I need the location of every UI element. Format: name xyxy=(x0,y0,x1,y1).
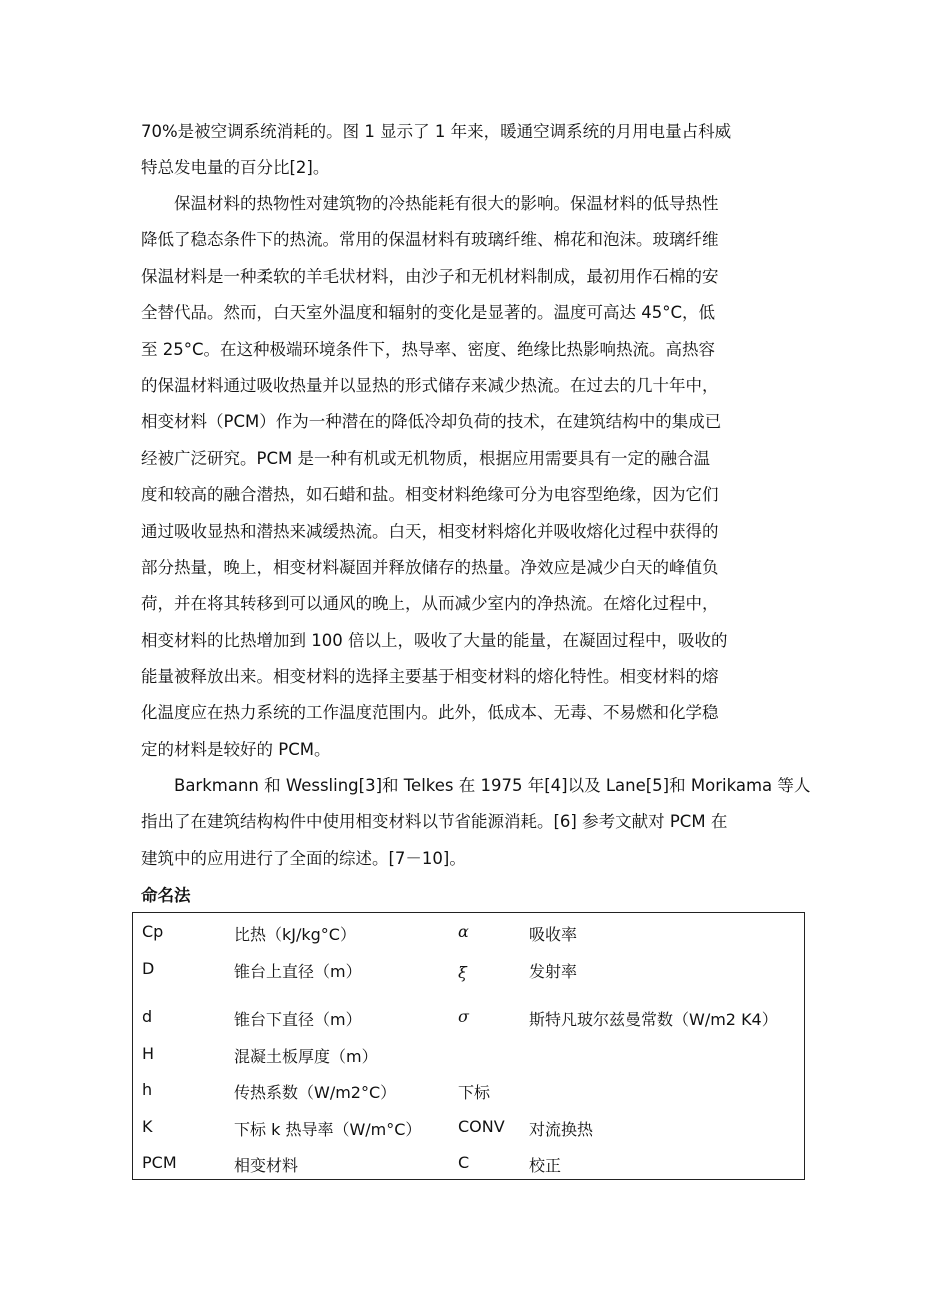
greek-description: 斯特凡玻尔兹曼常数（W/m2 K4） xyxy=(529,1010,778,1029)
subscript-description: 对流换热 xyxy=(529,1120,594,1139)
description: 锥台上直径（m） xyxy=(234,962,362,981)
text-line: 特总发电量的百分比[2]。 xyxy=(141,158,330,178)
description: 相变材料 xyxy=(234,1156,299,1175)
greek-description: 吸收率 xyxy=(529,925,578,944)
text-line: 的保温材料通过吸收热量并以显热的形式储存来减少热流。在过去的几十年中， xyxy=(141,375,719,395)
symbol: K xyxy=(142,1117,153,1136)
symbol: d xyxy=(142,1007,153,1026)
greek-symbol: ξ xyxy=(458,963,467,982)
text-line: 化温度应在热力系统的工作温度范围内。此外，低成本、无毒、不易燃和化学稳 xyxy=(141,703,719,723)
description: 传热系数（W/m2°C） xyxy=(234,1083,397,1102)
text-line: 保温材料的热物性对建筑物的冷热能耗有很大的影响。保温材料的低导热性 xyxy=(141,194,719,213)
greek-symbol: α xyxy=(458,922,469,941)
text-line: 能量被释放出来。相变材料的选择主要基于相变材料的熔化特性。相变材料的熔 xyxy=(141,667,719,687)
subscript-description: 校正 xyxy=(529,1156,562,1175)
text-line: 荷，并在将其转移到可以通风的晚上，从而减少室内的净热流。在熔化过程中， xyxy=(141,594,719,614)
symbol: D xyxy=(142,959,155,978)
text-line: 定的材料是较好的 PCM。 xyxy=(141,739,331,759)
description: 锥台下直径（m） xyxy=(234,1010,362,1029)
text-line: Barkmann 和 Wessling[3]和 Telkes 在 1975 年[4]以及 Lane[5]和 Morikama 等人 xyxy=(141,776,811,795)
symbol: Cp xyxy=(142,922,164,941)
text-line: 部分热量，晚上，相变材料凝固并释放储存的热量。净效应是减少白天的峰值负 xyxy=(141,557,719,577)
text-line: 经被广泛研究。PCM 是一种有机或无机物质，根据应用需要具有一定的融合温 xyxy=(141,448,710,468)
text-line: 70%是被空调系统消耗的。图 1 显示了 1 年来，暖通空调系统的月用电量占科威 xyxy=(141,122,732,141)
description: 混凝土板厚度（m） xyxy=(234,1047,378,1066)
text-line: 相变材料（PCM）作为一种潜在的降低冷却负荷的技术，在建筑结构中的集成已 xyxy=(141,412,722,432)
subscript-symbol: CONV xyxy=(458,1117,505,1136)
paragraph-2 xyxy=(141,186,791,768)
text-line: 至 25°C。在这种极端环境条件下，热导率、密度、绝缘比热影响热流。高热容 xyxy=(141,339,716,359)
nomenclature-heading: 命名法 xyxy=(141,886,191,905)
subscript-heading: 下标 xyxy=(458,1083,491,1102)
subscript-symbol: C xyxy=(458,1153,470,1172)
symbol: H xyxy=(142,1044,155,1063)
symbol: h xyxy=(142,1080,153,1099)
text-line: 降低了稳态条件下的热流。常用的保温材料有玻璃纤维、棉花和泡沫。玻璃纤维 xyxy=(141,230,719,250)
description: 比热（kJ/kg°C） xyxy=(234,925,356,944)
description: 下标 k 热导率（W/m°C） xyxy=(234,1120,422,1139)
text-line: 保温材料是一种柔软的羊毛状材料，由沙子和无机材料制成，最初用作石棉的安 xyxy=(141,266,719,286)
paragraph-1 xyxy=(141,114,791,187)
greek-symbol: σ xyxy=(458,1007,469,1026)
nomenclature-table xyxy=(132,912,805,1180)
text-line: 建筑中的应用进行了全面的综述。[7－10]。 xyxy=(141,848,466,868)
text-line: 度和较高的融合潜热，如石蜡和盐。相变材料绝缘可分为电容型绝缘，因为它们 xyxy=(141,485,719,505)
symbol: PCM xyxy=(142,1153,177,1172)
text-line: 通过吸收显热和潜热来减缓热流。白天，相变材料熔化并吸收熔化过程中获得的 xyxy=(141,521,719,541)
text-line: 相变材料的比热增加到 100 倍以上，吸收了大量的能量，在凝固过程中，吸收的 xyxy=(141,630,728,650)
greek-description: 发射率 xyxy=(529,962,578,981)
paragraph-3 xyxy=(141,768,811,877)
text-line: 全替代品。然而，白天室外温度和辐射的变化是显著的。温度可高达 45°C，低 xyxy=(141,303,716,323)
text-line: 指出了在建筑结构构件中使用相变材料以节省能源消耗。[6] 参考文献对 PCM 在 xyxy=(141,812,728,832)
